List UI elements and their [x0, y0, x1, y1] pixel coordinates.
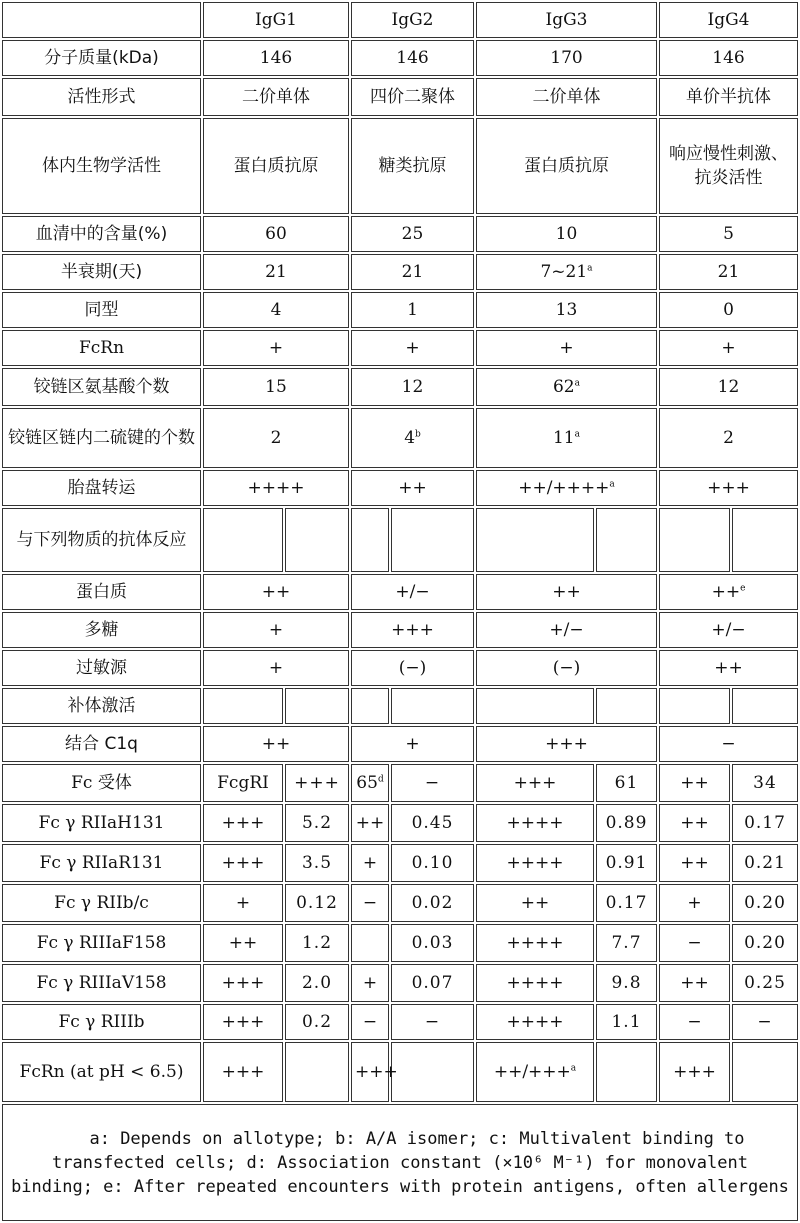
table-cell: [203, 764, 283, 802]
fc-receptor-row: [2, 884, 798, 922]
table-cell: 糖类抗原: [351, 118, 474, 214]
row-label: Fc γ RIIIb: [2, 1004, 201, 1040]
footnote-mark: a: [574, 429, 580, 440]
cell-value: ++: [398, 478, 427, 498]
empty-cell: [285, 688, 349, 724]
empty-cell: [285, 508, 349, 572]
cell-value: 21: [401, 262, 424, 282]
table-cell: 二价单体: [476, 78, 657, 116]
table-cell: [732, 1042, 798, 1102]
empty-cell: [203, 688, 283, 724]
empty-cell: [391, 688, 474, 724]
table-cell: [351, 764, 389, 802]
table-row: [2, 688, 798, 724]
row-label: 与下列物质的抗体反应: [2, 508, 201, 572]
row-label: 多糖: [2, 612, 201, 648]
cell-value: +++: [221, 813, 265, 833]
table-row: [2, 78, 798, 116]
row-label: 过敏源: [2, 650, 201, 686]
table-cell: [732, 964, 798, 1002]
table-cell: [351, 470, 474, 506]
footnote-text: a: Depends on allotype; b: A/A isomer; c: Multivalent binding to transfected cells; d: Association constant (×10⁶ M⁻¹) for monovalent binding; e: After repeated encounters with protein antigens, often allergens: [11, 1128, 789, 1197]
table-cell: [476, 884, 594, 922]
corner-cell: [2, 2, 201, 38]
fc-receptor-row: [2, 804, 798, 842]
cell-value: 61: [614, 773, 639, 793]
table-cell: [285, 844, 349, 882]
table-row: [2, 40, 798, 76]
cell-value: +++: [221, 973, 265, 993]
cell-value: 1.1: [611, 1012, 642, 1032]
row-label: Fc γ RIIIaV158: [2, 964, 201, 1002]
table-cell: [732, 924, 798, 962]
table-cell: (−): [351, 650, 474, 686]
table-cell: [203, 254, 349, 290]
row-label: Fc γ RIIb/c: [2, 884, 201, 922]
table-cell: [203, 884, 283, 922]
cell-value: FcgRI: [217, 773, 269, 793]
table-cell: [203, 804, 283, 842]
table-cell: [596, 764, 657, 802]
cell-value: 0.07: [411, 973, 454, 993]
cell-value: 21: [717, 262, 740, 282]
empty-cell: [391, 508, 474, 572]
table-cell: 4: [203, 292, 349, 328]
cell-value: −: [424, 773, 441, 793]
table-cell: [732, 764, 798, 802]
row-label: 血清中的含量(%): [2, 216, 201, 252]
table-cell: +: [351, 726, 474, 762]
cell-value: +++: [513, 773, 557, 793]
table-cell: [659, 470, 798, 506]
table-cell: [203, 368, 349, 406]
cell-value: +++: [294, 773, 340, 793]
footnote-mark: b: [415, 429, 421, 440]
table-row: [2, 368, 798, 406]
table-cell: [285, 964, 349, 1002]
cell-value: +++: [673, 1062, 716, 1082]
table-cell: 1: [351, 292, 474, 328]
table-cell: [285, 804, 349, 842]
footnote-mark: a: [609, 479, 615, 490]
fc-receptor-row: [2, 1004, 798, 1040]
table-row: [2, 408, 798, 468]
row-label: Fc γ RIIIaF158: [2, 924, 201, 962]
table-cell: [659, 1004, 730, 1040]
cell-value: 4: [404, 428, 416, 448]
table-cell: 响应慢性刺激、抗炎活性: [659, 118, 798, 214]
table-cell: [391, 844, 474, 882]
cell-value: 0.20: [744, 893, 786, 913]
empty-cell: [596, 688, 657, 724]
cell-value: +++: [221, 1012, 265, 1032]
table-cell: [391, 804, 474, 842]
cell-value: ++++: [247, 478, 305, 498]
cell-value: ++: [228, 933, 258, 953]
table-cell: [596, 964, 657, 1002]
fc-receptor-row: [2, 964, 798, 1002]
fc-receptor-rows: [2, 764, 798, 1102]
header-igg2: IgG2: [351, 2, 474, 38]
table-cell: [351, 574, 474, 610]
empty-cell: [596, 508, 657, 572]
cell-value: 3.5: [301, 853, 333, 873]
table-row: [2, 508, 798, 572]
cell-value: 0.2: [301, 1012, 333, 1032]
cell-value: 7.7: [611, 933, 642, 953]
cell-value: −: [424, 1012, 441, 1032]
table-cell: [659, 884, 730, 922]
empty-cell: [351, 688, 389, 724]
empty-cell: [476, 688, 594, 724]
table-row: [2, 650, 798, 686]
table-cell: [476, 764, 594, 802]
header-igg4: IgG4: [659, 2, 798, 38]
cell-value: +: [362, 853, 378, 873]
row-label: Fc 受体: [2, 764, 201, 802]
table-cell: 0: [659, 292, 798, 328]
table-cell: [351, 1004, 389, 1040]
cell-value: 21: [265, 262, 287, 282]
cell-value: 0.17: [605, 893, 648, 913]
cell-value: 0.45: [411, 813, 454, 833]
cell-value: +: [687, 893, 702, 913]
cell-value: 7~21: [540, 262, 588, 282]
table-cell: [476, 804, 594, 842]
table-cell: [285, 764, 349, 802]
table-cell: ++: [659, 650, 798, 686]
table-cell: [476, 408, 657, 468]
empty-cell: [351, 508, 389, 572]
table-cell: [659, 408, 798, 468]
table-cell: [203, 964, 283, 1002]
cell-value: ++/++++: [518, 478, 610, 498]
table-cell: [732, 884, 798, 922]
table-cell: 四价二聚体: [351, 78, 474, 116]
table-cell: [285, 884, 349, 922]
footnote: [2, 1104, 798, 1221]
row-label: 半衰期(天): [2, 254, 201, 290]
table-cell: (−): [476, 650, 657, 686]
row-label: 胎盘转运: [2, 470, 201, 506]
table-cell: [596, 1004, 657, 1040]
table-cell: [351, 408, 474, 468]
table-cell: −: [659, 726, 798, 762]
table-cell: [203, 1042, 283, 1102]
empty-cell: [476, 508, 594, 572]
table-cell: 146: [203, 40, 349, 76]
table-cell: [659, 924, 730, 962]
table-cell: [351, 924, 389, 962]
cell-value: 11: [552, 428, 575, 448]
row-label: 同型: [2, 292, 201, 328]
fc-receptor-row: [2, 764, 798, 802]
cell-value: +++: [707, 478, 750, 498]
empty-cell: [659, 508, 730, 572]
footnote-row: [2, 1104, 798, 1221]
table-cell: +: [203, 650, 349, 686]
cell-value: 0.10: [411, 853, 454, 873]
table-cell: [596, 804, 657, 842]
cell-value: ++/+++: [493, 1062, 571, 1082]
table-cell: +++: [351, 612, 474, 648]
cell-value: ++++: [506, 813, 564, 833]
table-cell: 二价单体: [203, 78, 349, 116]
table-cell: [285, 1042, 349, 1102]
row-label: 结合 C1q: [2, 726, 201, 762]
cell-value: −: [687, 933, 702, 953]
table-cell: [351, 804, 389, 842]
table-cell: [351, 884, 389, 922]
table-row: [2, 612, 798, 648]
cell-value: −: [362, 1012, 378, 1032]
footnote-mark: a: [570, 1063, 577, 1074]
table-cell: [476, 368, 657, 406]
table-cell: [351, 254, 474, 290]
cell-value: 0.25: [744, 973, 786, 993]
table-row: [2, 574, 798, 610]
table-cell: 蛋白质抗原: [476, 118, 657, 214]
cell-value: ++: [355, 813, 385, 833]
footnote-mark: d: [377, 774, 384, 785]
cell-value: ++: [680, 813, 709, 833]
table-cell: 5: [659, 216, 798, 252]
row-label: Fc γ RIIaH131: [2, 804, 201, 842]
row-label: 活性形式: [2, 78, 201, 116]
table-row: [2, 216, 798, 252]
table-cell: +++: [476, 726, 657, 762]
table-row: [2, 118, 798, 214]
table-cell: [285, 924, 349, 962]
table-cell: [476, 254, 657, 290]
table-cell: [203, 470, 349, 506]
row-label: Fc γ RIIaR131: [2, 844, 201, 882]
table-cell: [203, 574, 349, 610]
empty-cell: [203, 508, 283, 572]
table-cell: +: [351, 330, 474, 366]
row-label: 分子质量(kDa): [2, 40, 201, 76]
cell-value: ++++: [506, 853, 564, 873]
footnote-mark: e: [740, 583, 746, 594]
table-cell: 10: [476, 216, 657, 252]
table-cell: 13: [476, 292, 657, 328]
table-cell: +: [659, 330, 798, 366]
header-igg1: IgG1: [203, 2, 349, 38]
table-row: [2, 330, 798, 366]
table-cell: [596, 844, 657, 882]
cell-value: ++: [680, 973, 709, 993]
table-cell: [476, 1042, 594, 1102]
cell-value: 62: [552, 377, 575, 397]
cell-value: 12: [401, 377, 424, 397]
cell-value: 0.89: [605, 813, 648, 833]
header-row: [2, 2, 798, 38]
table-row: [2, 726, 798, 762]
table-cell: [732, 804, 798, 842]
table-cell: [596, 1042, 657, 1102]
table-cell: [659, 368, 798, 406]
cell-value: 2.0: [301, 973, 333, 993]
footnote-mark: a: [587, 263, 593, 274]
cell-value: 2: [723, 428, 734, 448]
cell-value: 9.8: [611, 973, 642, 993]
table-cell: [596, 924, 657, 962]
fc-receptor-row: [2, 844, 798, 882]
table-cell: [659, 574, 798, 610]
cell-value: 5.2: [301, 813, 333, 833]
cell-value: +/−: [395, 582, 430, 602]
row-label: 蛋白质: [2, 574, 201, 610]
table-cell: [351, 368, 474, 406]
table-cell: [476, 844, 594, 882]
cell-value: ++++: [506, 933, 564, 953]
table-cell: [203, 844, 283, 882]
row-label: 补体激活: [2, 688, 201, 724]
table-cell: [659, 964, 730, 1002]
cell-value: 1.2: [301, 933, 333, 953]
cell-value: ++: [680, 773, 709, 793]
table-cell: [391, 1042, 474, 1102]
cell-value: +++: [355, 1062, 398, 1082]
cell-value: 2: [270, 428, 282, 448]
cell-value: ++: [680, 853, 709, 873]
cell-value: 15: [265, 377, 287, 397]
table-cell: ++: [203, 726, 349, 762]
cell-value: 0.12: [296, 893, 338, 913]
cell-value: −: [757, 1012, 773, 1032]
row-label: FcRn (at pH < 6.5): [2, 1042, 201, 1102]
cell-value: 0.03: [411, 933, 454, 953]
table-cell: [351, 844, 389, 882]
table-cell: [351, 964, 389, 1002]
cell-value: 0.91: [605, 853, 648, 873]
table-cell: [476, 924, 594, 962]
cell-value: 0.02: [411, 893, 454, 913]
table-cell: [732, 1004, 798, 1040]
table-cell: [391, 924, 474, 962]
table-cell: [391, 764, 474, 802]
cell-value: +: [235, 893, 251, 913]
table-cell: [476, 470, 657, 506]
footnote-mark: a: [574, 378, 580, 389]
table-cell: [391, 1004, 474, 1040]
table-cell: [285, 1004, 349, 1040]
table-cell: +: [203, 330, 349, 366]
table-cell: [476, 964, 594, 1002]
table-cell: [351, 1042, 398, 1102]
fc-receptor-row: [2, 1042, 798, 1102]
header-igg3: IgG3: [476, 2, 657, 38]
row-label: 铰链区链内二硫键的个数: [2, 408, 201, 468]
table-row: [2, 292, 798, 328]
table-cell: +: [476, 330, 657, 366]
table-cell: [596, 884, 657, 922]
table-cell: 146: [659, 40, 798, 76]
empty-cell: [732, 508, 798, 572]
cell-value: −: [687, 1012, 702, 1032]
row-label: 铰链区氨基酸个数: [2, 368, 201, 406]
row-label: 体内生物学活性: [2, 118, 201, 214]
table-cell: 单价半抗体: [659, 78, 798, 116]
table-cell: [659, 1042, 730, 1102]
cell-value: ++: [552, 582, 581, 602]
cell-value: 65: [356, 773, 378, 793]
table-cell: [659, 254, 798, 290]
cell-value: −: [362, 893, 378, 913]
cell-value: +++: [221, 853, 265, 873]
table-row: [2, 254, 798, 290]
cell-value: +: [362, 973, 378, 993]
cell-value: 34: [753, 773, 777, 793]
empty-cell: [732, 688, 798, 724]
table-cell: [391, 964, 474, 1002]
table-cell: [659, 804, 730, 842]
fc-receptor-row: [2, 924, 798, 962]
table-cell: [476, 1004, 594, 1040]
table-cell: [476, 574, 657, 610]
table-cell: [203, 924, 283, 962]
cell-value: ++: [261, 582, 291, 602]
cell-value: ++++: [506, 973, 564, 993]
table-cell: [203, 1004, 283, 1040]
table-cell: 蛋白质抗原: [203, 118, 349, 214]
table-cell: 60: [203, 216, 349, 252]
cell-value: +++: [221, 1062, 265, 1082]
table-cell: [203, 408, 349, 468]
table-cell: +: [203, 612, 349, 648]
cell-value: 0.21: [744, 853, 786, 873]
table-cell: +/−: [476, 612, 657, 648]
cell-value: ++: [520, 893, 550, 913]
table-cell: 25: [351, 216, 474, 252]
cell-value: 0.17: [744, 813, 786, 833]
table-cell: [391, 884, 474, 922]
cell-value: ++: [711, 582, 741, 602]
table-cell: [732, 844, 798, 882]
table-cell: [659, 764, 730, 802]
empty-cell: [659, 688, 730, 724]
table-cell: 170: [476, 40, 657, 76]
table-cell: 146: [351, 40, 474, 76]
row-label: FcRn: [2, 330, 201, 366]
table-cell: [659, 844, 730, 882]
table-cell: +/−: [659, 612, 798, 648]
cell-value: ++++: [506, 1012, 564, 1032]
table-row: [2, 470, 798, 506]
cell-value: 0.20: [744, 933, 786, 953]
cell-value: 12: [717, 377, 740, 397]
